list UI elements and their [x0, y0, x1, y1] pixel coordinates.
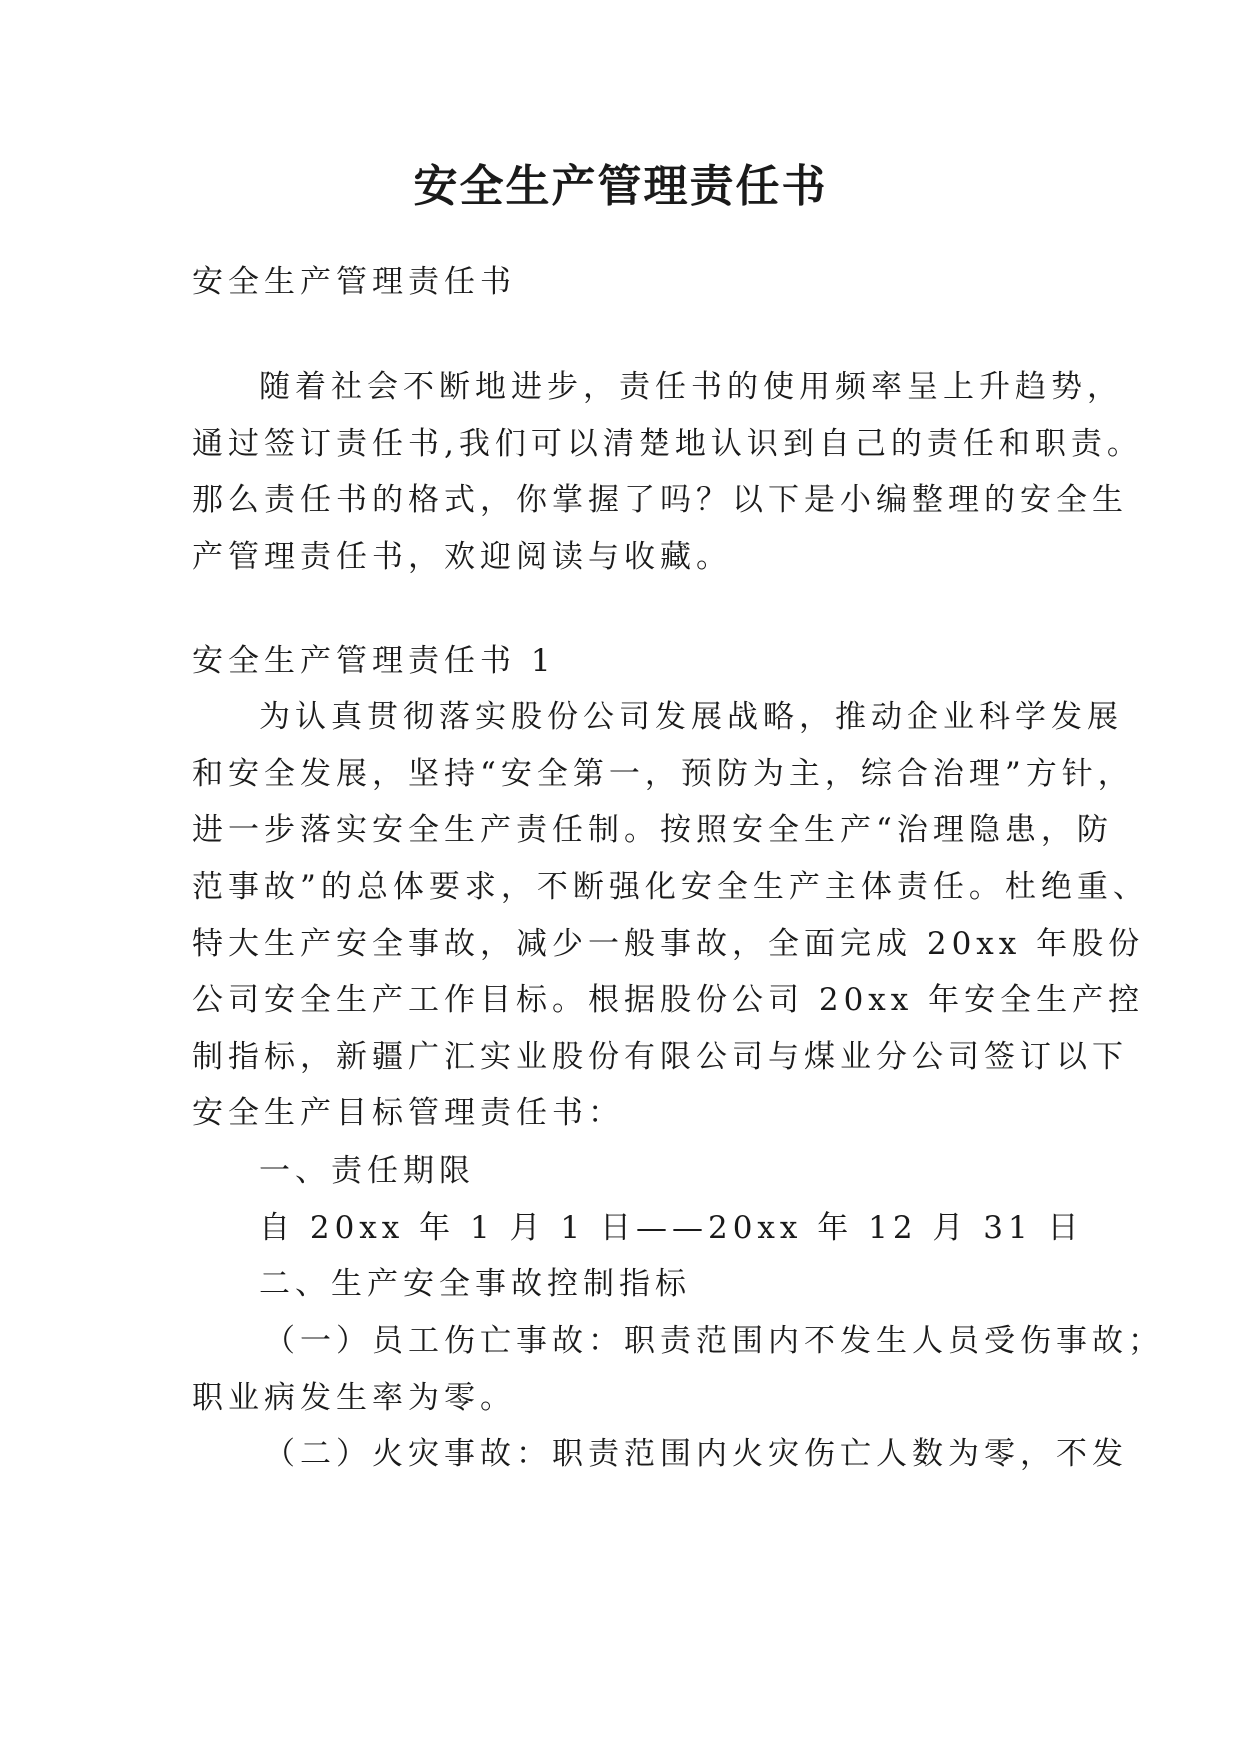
intro-line-1: 随着社会不断地进步，责任书的使用频率呈上升趋势， [259, 369, 1123, 405]
intro-line-3: 那么责任书的格式，你掌握了吗？以下是小编整理的安全生 [192, 482, 1128, 518]
sub1-line-2: 职业病发生率为零。 [192, 1380, 516, 1416]
document-subtitle: 安全生产管理责任书 [192, 264, 516, 300]
intro-line-4: 产管理责任书，欢迎阅读与收藏。 [192, 539, 732, 575]
body-line-5: 特大生产安全事故，减少一般事故，全面完成 20xx 年股份 [192, 926, 1145, 962]
document-title: 安全生产管理责任书 [413, 161, 828, 212]
item1-text: 自 20xx 年 1 月 1 日——20xx 年 12 月 31 日 [259, 1210, 1084, 1246]
sub2-line-1: （二）火灾事故：职责范围内火灾伤亡人数为零，不发 [264, 1436, 1128, 1472]
body-line-1: 为认真贯彻落实股份公司发展战略，推动企业科学发展 [259, 699, 1123, 735]
section-heading: 安全生产管理责任书 1 [192, 643, 556, 679]
body-line-6: 公司安全生产工作目标。根据股份公司 20xx 年安全生产控 [192, 982, 1145, 1018]
body-line-8: 安全生产目标管理责任书： [192, 1095, 624, 1131]
item1-heading: 一、责任期限 [259, 1153, 475, 1189]
body-line-4: 范事故”的总体要求，不断强化安全生产主体责任。杜绝重、 [192, 869, 1149, 905]
body-line-2: 和安全发展，坚持“安全第一，预防为主，综合治理”方针， [192, 756, 1134, 792]
sub1-line-1: （一）员工伤亡事故：职责范围内不发生人员受伤事故； [264, 1323, 1164, 1359]
intro-line-2: 通过签订责任书,我们可以清楚地认识到自己的责任和职责。 [192, 426, 1143, 462]
item2-heading: 二、生产安全事故控制指标 [259, 1266, 691, 1302]
body-line-3: 进一步落实安全生产责任制。按照安全生产“治理隐患，防 [192, 812, 1113, 848]
body-line-7: 制指标，新疆广汇实业股份有限公司与煤业分公司签订以下 [192, 1039, 1128, 1075]
